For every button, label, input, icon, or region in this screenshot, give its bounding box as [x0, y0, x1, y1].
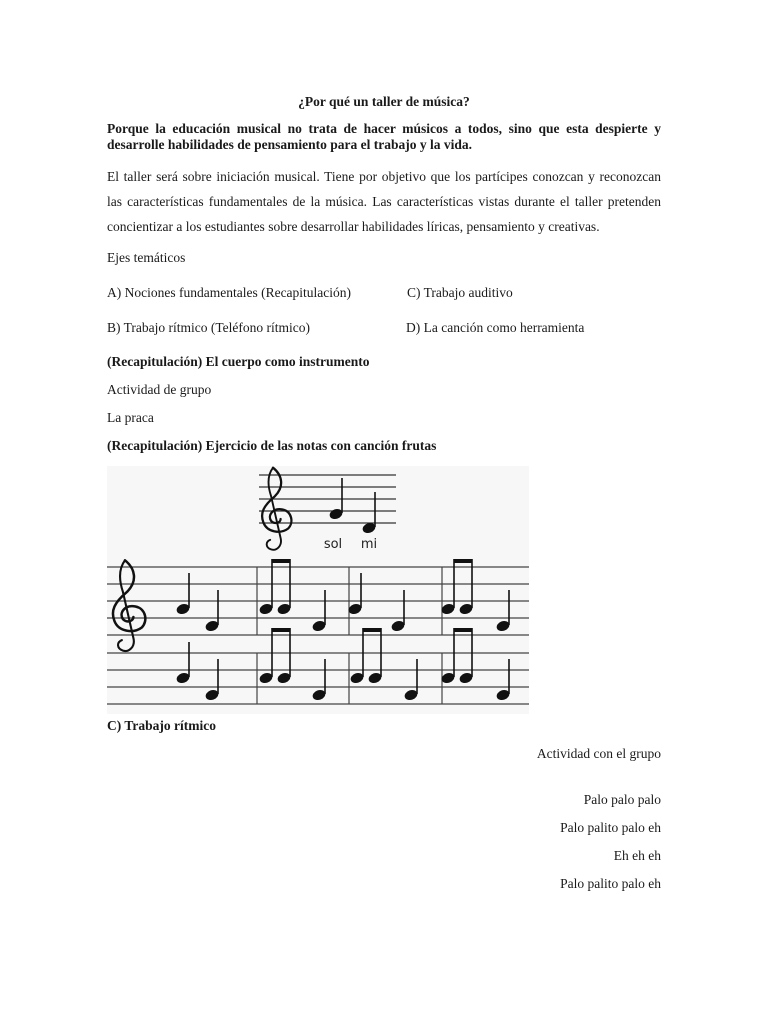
note-beam	[272, 628, 290, 632]
note-beam	[454, 559, 472, 563]
section1-line1: Actividad de grupo	[107, 382, 212, 397]
note-beam	[363, 628, 381, 632]
eje-c: C) Trabajo auditivo	[407, 285, 513, 300]
lyric-line-1: Palo palo palo	[583, 792, 661, 807]
lyric-line-3: Eh eh eh	[613, 848, 661, 863]
note-beam	[454, 628, 472, 632]
lyric-line-4: Palo palito palo eh	[560, 876, 661, 891]
page-title: ¿Por qué un taller de música?	[298, 94, 470, 109]
eje-a: A) Nociones fundamentales (Recapitulación)	[107, 285, 352, 300]
note-beam	[272, 559, 290, 563]
music-notation-figure	[107, 466, 529, 714]
section2-heading: (Recapitulación) Ejercicio de las notas con canción frutas	[107, 438, 437, 453]
activity-line: Actividad con el grupo	[536, 746, 661, 761]
lyric-line-2: Palo palito palo eh	[560, 820, 661, 835]
section3-heading: C) Trabajo rítmico	[107, 718, 216, 733]
eje-d: D) La canción como herramienta	[406, 320, 585, 335]
ejes-label: Ejes temáticos	[107, 250, 186, 265]
description-paragraph: El taller será sobre iniciación musical. Tiene por objetivo que los partícipes conozcan y reconozcan las características fundamentales de la música. Las características vistas durante el taller pretenden concientizar a los estudiantes sobre desarrollar habilidades líricas, pensamiento y creativas.	[107, 169, 661, 234]
eje-b: B) Trabajo rítmico (Teléfono rítmico)	[107, 320, 311, 335]
note-label-mi: mi	[360, 537, 378, 552]
note-label-sol: sol	[323, 537, 343, 552]
section1-line2: La praca	[107, 410, 154, 425]
section1-heading: (Recapitulación) El cuerpo como instrumento	[107, 354, 370, 369]
intro-paragraph: Porque la educación musical no trata de hacer músicos a todos, sino que esta despierte y desarrolle habilidades de pensamiento para el trabajo y la vida.	[107, 121, 661, 152]
